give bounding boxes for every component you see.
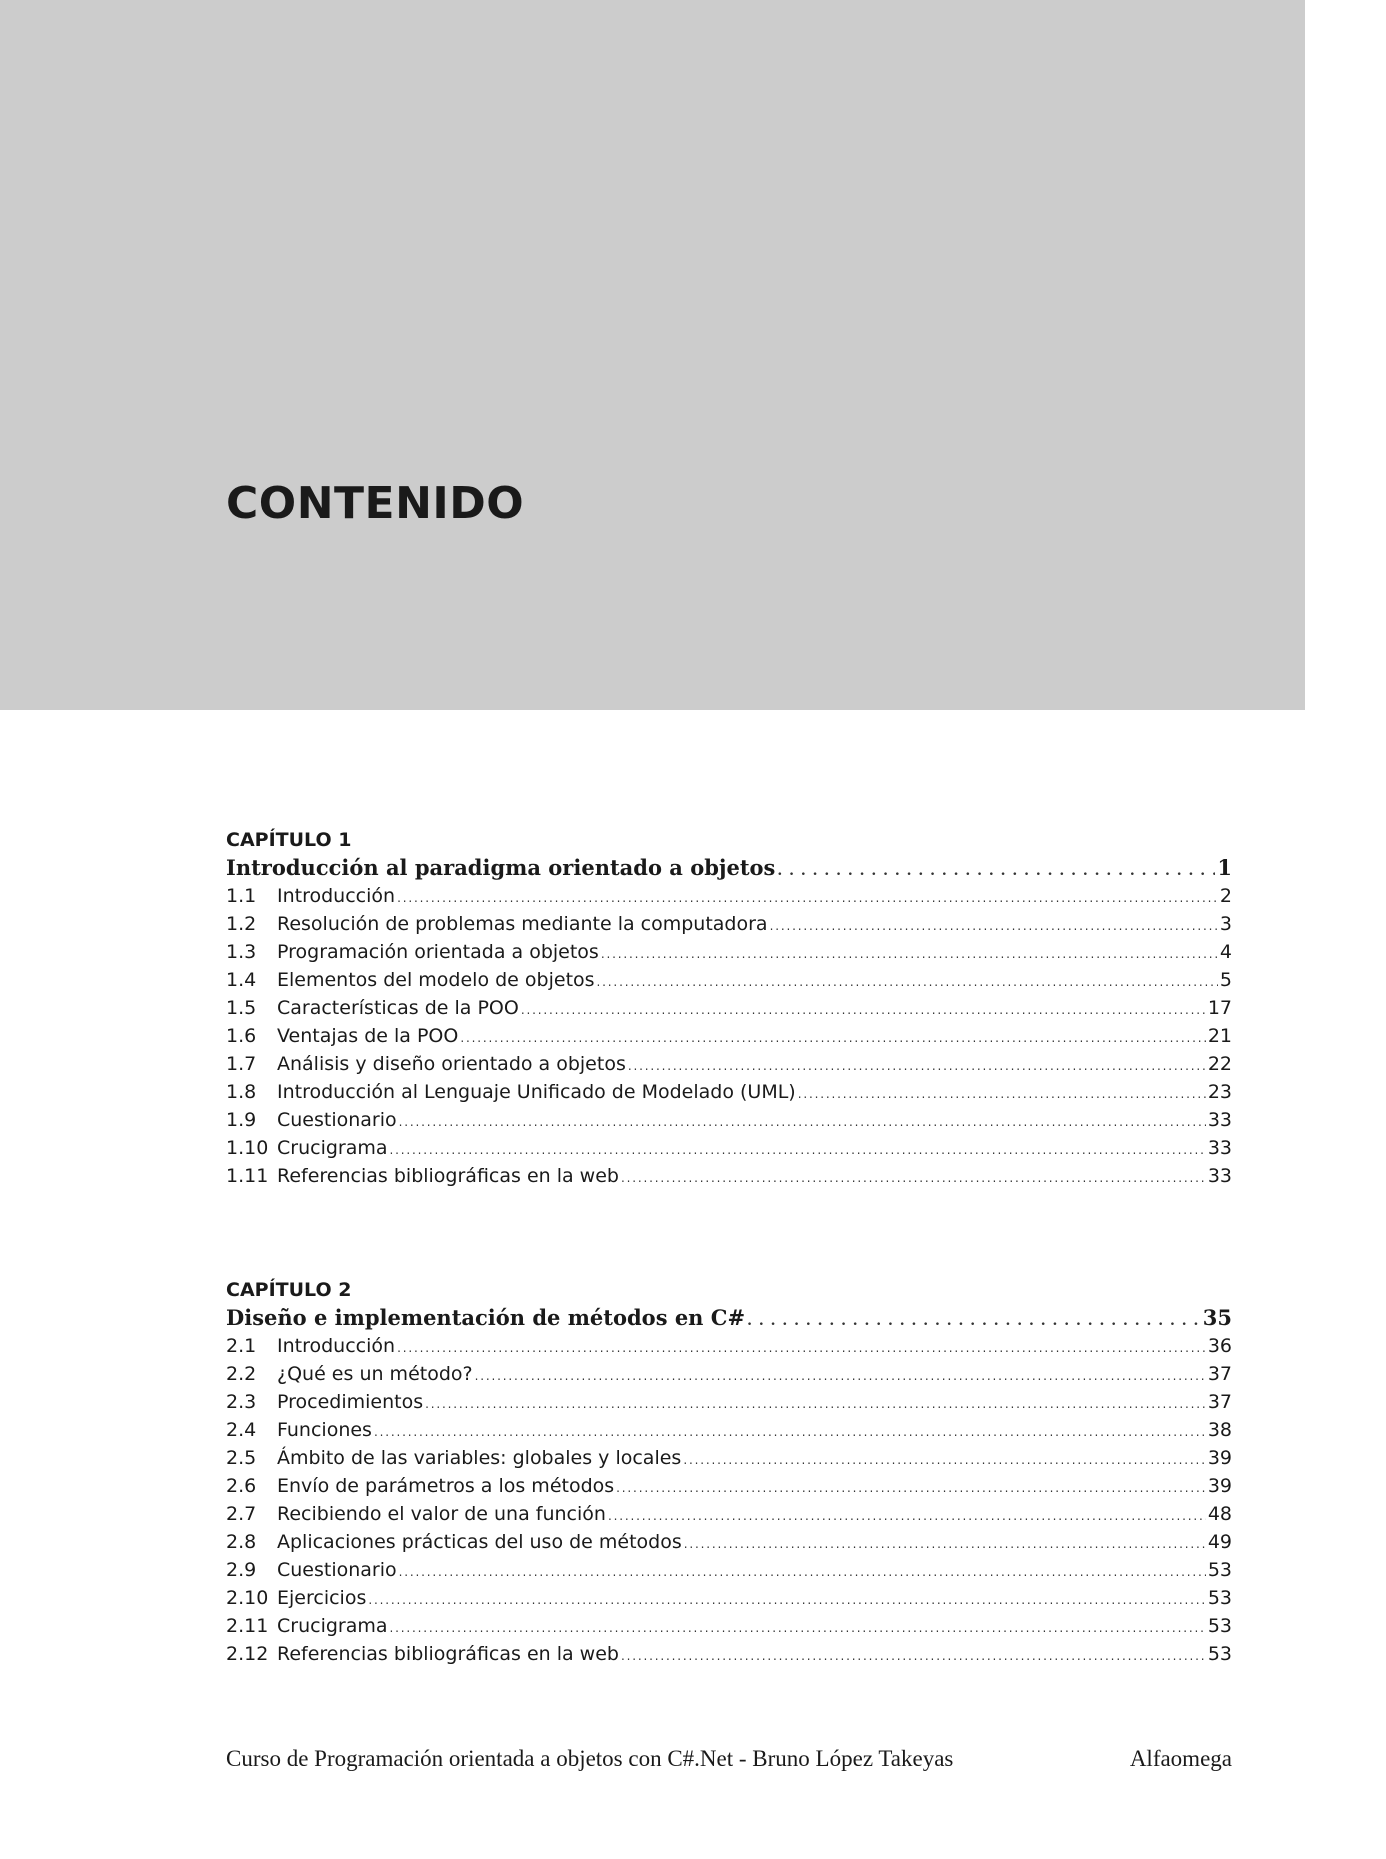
dot-leader — [397, 882, 1218, 912]
dot-leader — [601, 938, 1218, 968]
section-number: 1.7 — [226, 1053, 257, 1075]
chapter-title-row[interactable] — [226, 1304, 1232, 1332]
section-page-number: 53 — [1207, 1615, 1232, 1637]
section-title: Elementos del modelo de objetos — [277, 969, 595, 991]
dot-leader — [798, 1078, 1206, 1108]
section-title: Crucigrama — [277, 1615, 388, 1637]
section-title: Funciones — [277, 1419, 372, 1441]
section-title: Introducción — [277, 885, 396, 907]
dot-leader — [460, 1022, 1205, 1052]
toc-entry[interactable] — [226, 1640, 1232, 1668]
dot-leader — [770, 910, 1218, 940]
section-number: 2.9 — [226, 1559, 257, 1581]
toc-entry[interactable] — [226, 966, 1232, 994]
toc-entry[interactable] — [226, 1444, 1232, 1472]
toc-entry[interactable] — [226, 1556, 1232, 1584]
section-number: 2.8 — [226, 1531, 257, 1553]
chapter-page-number: 1 — [1217, 855, 1232, 880]
dot-leader — [747, 1304, 1201, 1335]
dot-leader — [621, 1162, 1206, 1192]
page-footer — [226, 1746, 1232, 1772]
section-number: 1.2 — [226, 913, 257, 935]
section-page-number: 38 — [1207, 1419, 1232, 1441]
toc-entry[interactable] — [226, 1332, 1232, 1360]
section-page-number: 39 — [1207, 1447, 1232, 1469]
section-page-number: 33 — [1207, 1137, 1232, 1159]
dot-leader — [684, 1528, 1206, 1558]
footer-book-title: Curso de Programación orientada a objetos con C#.Net - Bruno López Takeyas — [226, 1746, 954, 1771]
section-page-number: 53 — [1207, 1643, 1232, 1665]
section-page-number: 5 — [1219, 969, 1232, 991]
section-number: 2.5 — [226, 1447, 257, 1469]
section-number: 1.1 — [226, 885, 257, 907]
section-title: Referencias bibliográficas en la web — [277, 1165, 619, 1187]
dot-leader — [425, 1388, 1206, 1418]
section-title: Procedimientos — [277, 1391, 424, 1413]
section-number: 2.6 — [226, 1475, 257, 1497]
toc-entry[interactable] — [226, 1162, 1232, 1190]
section-number: 1.3 — [226, 941, 257, 963]
section-title: Aplicaciones prácticas del uso de métodos — [277, 1531, 682, 1553]
section-page-number: 48 — [1207, 1503, 1232, 1525]
dot-leader — [475, 1360, 1206, 1390]
toc-entry[interactable] — [226, 1022, 1232, 1050]
section-title: Programación orientada a objetos — [277, 941, 599, 963]
section-title: ¿Qué es un método? — [277, 1363, 473, 1385]
header-banner — [0, 0, 1305, 710]
section-title: Cuestionario — [277, 1109, 397, 1131]
dot-leader — [616, 1472, 1206, 1502]
chapter-title: Introducción al paradigma orientado a objetos — [226, 855, 776, 880]
section-number: 2.7 — [226, 1503, 257, 1525]
section-title: Ejercicios — [277, 1587, 367, 1609]
dot-leader — [397, 1332, 1206, 1362]
section-number: 2.4 — [226, 1419, 257, 1441]
toc-entry[interactable] — [226, 910, 1232, 938]
dot-leader — [621, 1640, 1206, 1670]
dot-leader — [683, 1444, 1205, 1474]
section-title: Resolución de problemas mediante la computadora — [277, 913, 768, 935]
section-page-number: 49 — [1207, 1531, 1232, 1553]
dot-leader — [608, 1500, 1206, 1530]
section-number: 2.12 — [226, 1643, 269, 1665]
toc-entry[interactable] — [226, 1472, 1232, 1500]
section-page-number: 37 — [1207, 1391, 1232, 1413]
toc-entry[interactable] — [226, 994, 1232, 1022]
dot-leader — [399, 1556, 1206, 1586]
section-number: 1.6 — [226, 1025, 257, 1047]
section-page-number: 39 — [1207, 1475, 1232, 1497]
chapter-page-number: 35 — [1202, 1305, 1232, 1330]
section-page-number: 22 — [1207, 1053, 1232, 1075]
dot-leader — [597, 966, 1218, 996]
toc-entry[interactable] — [226, 1050, 1232, 1078]
section-title: Ventajas de la POO — [277, 1025, 459, 1047]
section-page-number: 36 — [1207, 1335, 1232, 1357]
section-page-number: 53 — [1207, 1559, 1232, 1581]
toc-entry[interactable] — [226, 1500, 1232, 1528]
section-number: 1.5 — [226, 997, 257, 1019]
section-title: Referencias bibliográficas en la web — [277, 1643, 619, 1665]
section-number: 1.8 — [226, 1081, 257, 1103]
toc-entry[interactable] — [226, 1612, 1232, 1640]
chapter-label: CAPÍTULO 1 — [226, 829, 352, 851]
section-title: Características de la POO — [277, 997, 519, 1019]
dot-leader — [390, 1612, 1206, 1642]
dot-leader — [374, 1416, 1206, 1446]
section-page-number: 33 — [1207, 1165, 1232, 1187]
section-number: 2.1 — [226, 1335, 257, 1357]
toc-entry[interactable] — [226, 1584, 1232, 1612]
dot-leader — [368, 1584, 1205, 1614]
section-number: 2.2 — [226, 1363, 257, 1385]
section-title: Introducción al Lenguaje Unificado de Modelado (UML) — [277, 1081, 796, 1103]
section-number: 1.11 — [226, 1165, 269, 1187]
section-title: Recibiendo el valor de una función — [277, 1503, 606, 1525]
section-page-number: 21 — [1207, 1025, 1232, 1047]
toc-entry[interactable] — [226, 1360, 1232, 1388]
section-title: Análisis y diseño orientado a objetos — [277, 1053, 626, 1075]
section-page-number: 23 — [1207, 1081, 1232, 1103]
chapter-1-toc — [226, 826, 1232, 1190]
toc-entry[interactable] — [226, 1388, 1232, 1416]
chapter-title: Diseño e implementación de métodos en C# — [226, 1305, 746, 1330]
section-page-number: 2 — [1219, 885, 1232, 907]
chapter-2-toc — [226, 1276, 1232, 1668]
section-number: 1.10 — [226, 1137, 269, 1159]
section-title: Crucigrama — [277, 1137, 388, 1159]
chapter-label: CAPÍTULO 2 — [226, 1279, 352, 1301]
toc-entry[interactable] — [226, 1528, 1232, 1556]
section-number: 1.4 — [226, 969, 257, 991]
section-page-number: 17 — [1207, 997, 1232, 1019]
section-title: Cuestionario — [277, 1559, 397, 1581]
dot-leader — [521, 994, 1206, 1024]
toc-entry[interactable] — [226, 1078, 1232, 1106]
toc-entry[interactable] — [226, 1106, 1232, 1134]
section-title: Introducción — [277, 1335, 396, 1357]
section-page-number: 4 — [1219, 941, 1232, 963]
section-number: 1.9 — [226, 1109, 257, 1131]
section-page-number: 33 — [1207, 1109, 1232, 1131]
toc-entry[interactable] — [226, 882, 1232, 910]
section-number: 2.11 — [226, 1615, 269, 1637]
dot-leader — [390, 1134, 1206, 1164]
toc-entry[interactable] — [226, 1134, 1232, 1162]
dot-leader — [399, 1106, 1206, 1136]
toc-entry[interactable] — [226, 938, 1232, 966]
toc-entry[interactable] — [226, 1416, 1232, 1444]
section-title: Envío de parámetros a los métodos — [277, 1475, 615, 1497]
dot-leader — [628, 1050, 1206, 1080]
footer-publisher: Alfaomega — [1129, 1746, 1232, 1771]
dot-leader — [777, 854, 1215, 885]
section-page-number: 3 — [1219, 913, 1232, 935]
section-number: 2.10 — [226, 1587, 269, 1609]
section-title: Ámbito de las variables: globales y locales — [277, 1447, 682, 1469]
section-page-number: 37 — [1207, 1363, 1232, 1385]
page-title: CONTENIDO — [226, 478, 525, 529]
section-page-number: 53 — [1207, 1587, 1232, 1609]
section-number: 2.3 — [226, 1391, 257, 1413]
chapter-title-row[interactable] — [226, 854, 1232, 882]
